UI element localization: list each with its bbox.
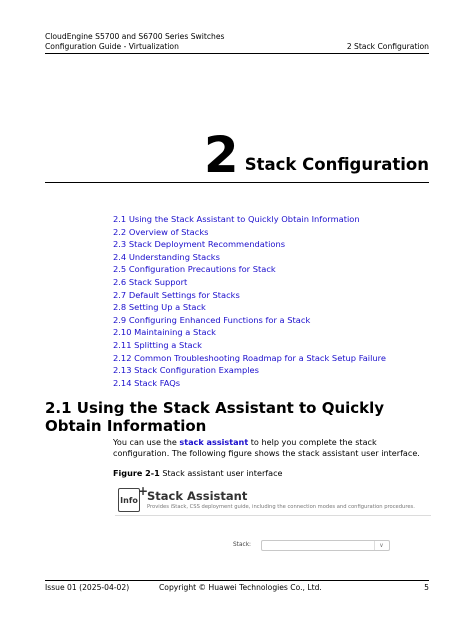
header-chapter: 2 Stack Configuration [346, 42, 429, 51]
toc-link[interactable]: 2.9 Configuring Enhanced Functions for a Stack [113, 314, 311, 325]
plus-icon: + [138, 484, 149, 498]
chapter-divider [45, 182, 429, 183]
chevron-down-icon[interactable]: ∨ [374, 541, 388, 550]
toc-link[interactable]: 2.5 Configuration Precautions for Stack [113, 264, 276, 275]
footer-issue: Issue 01 (2025-04-02) [45, 583, 130, 592]
toc-link[interactable]: 2.8 Setting Up a Stack [113, 302, 206, 313]
assistant-subtitle: Provides iStack, CSS deployment guide, including the connection modes and configuration procedures. [147, 504, 415, 510]
section-paragraph [113, 437, 433, 459]
stack-select[interactable] [261, 540, 390, 551]
stack-assistant-link[interactable]: stack assistant [179, 437, 249, 447]
toc-link[interactable]: 2.10 Maintaining a Stack [113, 327, 216, 338]
footer-page-number: 5 [424, 583, 429, 592]
toc-link[interactable]: 2.14 Stack FAQs [113, 377, 181, 388]
stack-assistant-figure [115, 484, 431, 564]
header-divider [45, 53, 429, 54]
chapter-toc [113, 213, 386, 389]
page-header [45, 32, 429, 52]
toc-link[interactable]: 2.2 Overview of Stacks [113, 226, 209, 237]
figure-label: Figure 2-1 [113, 468, 160, 478]
para-text-after: to help you complete the stack configuration. The following figure shows the stack assistant user interface. [113, 437, 420, 458]
toc-link[interactable]: 2.7 Default Settings for Stacks [113, 289, 240, 300]
chapter-number: 2 [203, 126, 238, 184]
stack-select-label: Stack: [233, 542, 252, 548]
toc-link[interactable]: 2.13 Stack Configuration Examples [113, 365, 259, 376]
assistant-title: Stack Assistant [147, 489, 248, 503]
toc-link[interactable]: 2.6 Stack Support [113, 276, 188, 287]
footer-divider [45, 580, 429, 581]
header-guide: Configuration Guide - Virtualization [45, 42, 179, 51]
chapter-heading [203, 126, 429, 184]
toc-link[interactable]: 2.1 Using the Stack Assistant to Quickly Obtain Information [113, 214, 360, 224]
toc-link[interactable]: 2.3 Stack Deployment Recommendations [113, 239, 286, 250]
toc-link[interactable]: 2.4 Understanding Stacks [113, 251, 220, 262]
info-icon-text: Info [120, 495, 138, 505]
footer-copyright: Copyright © Huawei Technologies Co., Ltd. [159, 583, 322, 592]
assistant-divider [115, 515, 431, 516]
section-title: 2.1 Using the Stack Assistant to Quickly Obtain Information [45, 399, 385, 435]
figure-caption [113, 468, 283, 479]
chapter-title: Stack Configuration [244, 155, 429, 174]
para-text-before: You can use the [113, 437, 180, 447]
toc-link[interactable]: 2.12 Common Troubleshooting Roadmap for a Stack Setup Failure [113, 352, 387, 363]
info-icon [118, 484, 149, 512]
toc-link[interactable]: 2.11 Splitting a Stack [113, 339, 202, 350]
figure-caption-text: Stack assistant user interface [159, 468, 283, 478]
header-product: CloudEngine S5700 and S6700 Series Switches [45, 32, 225, 41]
